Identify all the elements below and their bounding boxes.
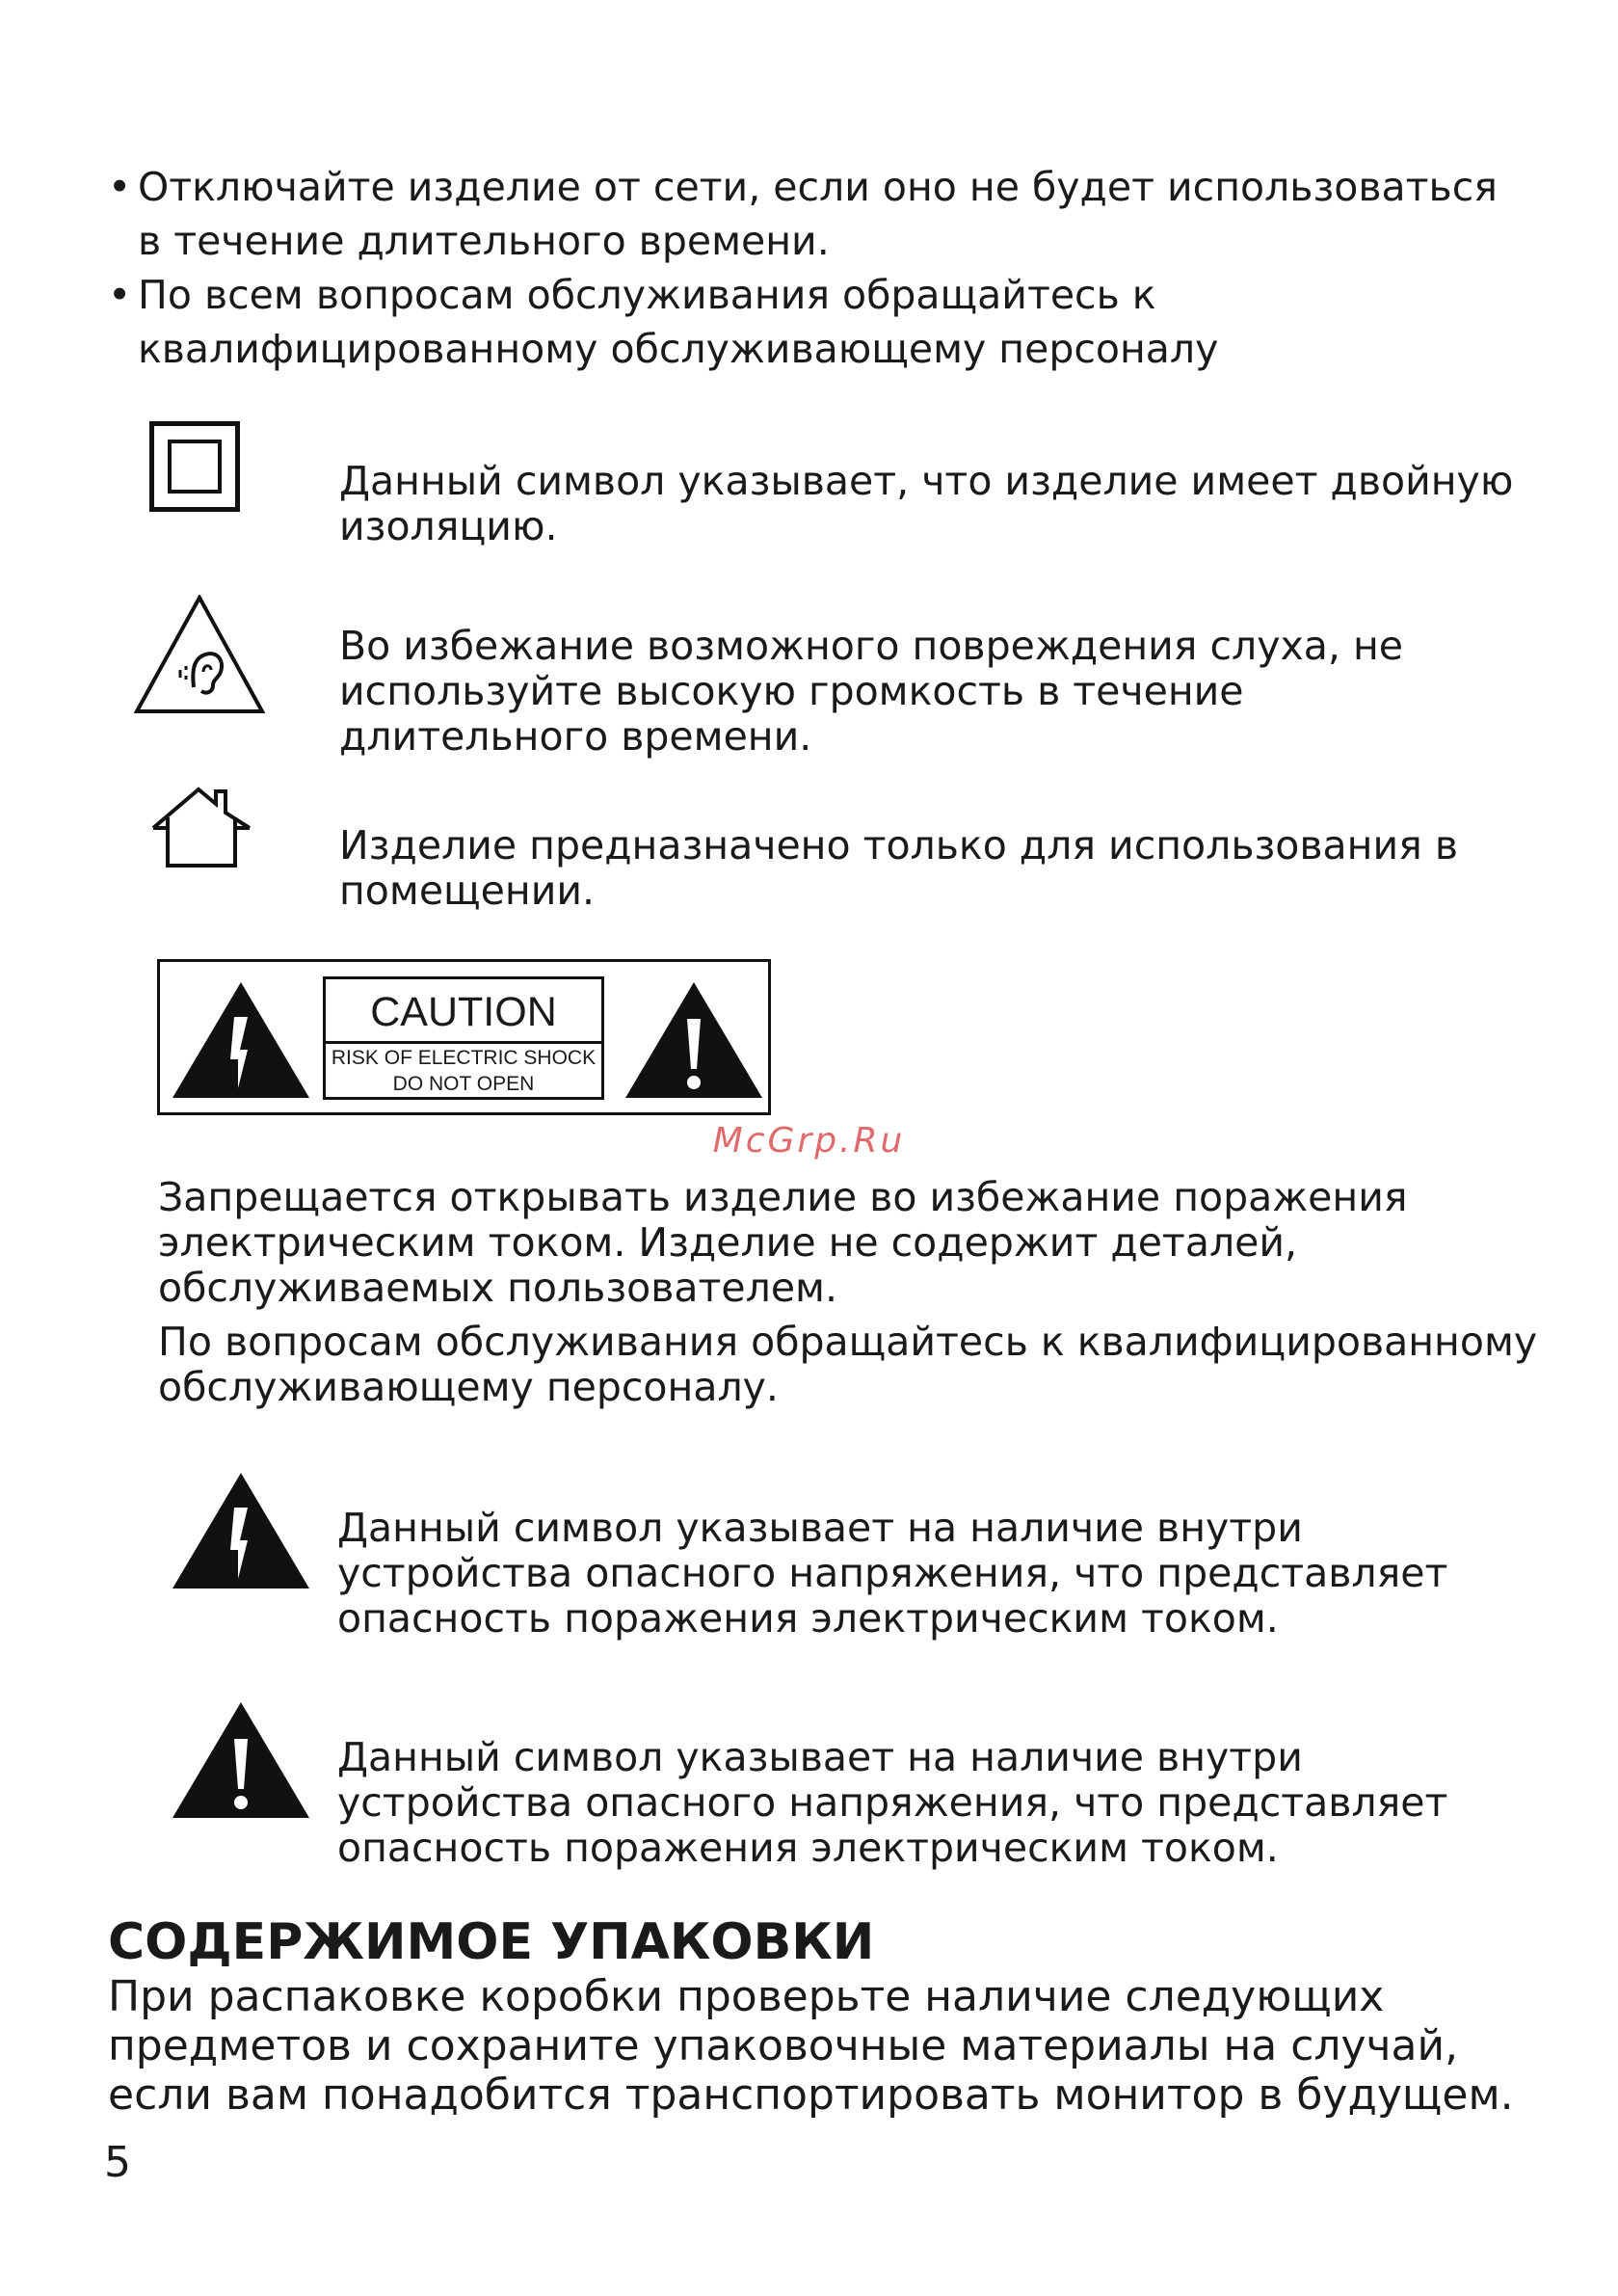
paragraph: По вопросам обслуживания обращайтесь к квалифицированному обслуживающему персоналу. xyxy=(158,1319,1538,1410)
bullet-item xyxy=(108,160,1573,268)
bullet-dot: • xyxy=(108,164,132,210)
symbol-description: Изделие предназначено только для использования в помещении. xyxy=(339,822,1458,914)
watermark: McGrp.Ru xyxy=(712,1121,906,1161)
caution-line: DO NOT OPEN xyxy=(392,1073,535,1095)
lightning-warning-icon xyxy=(171,980,311,1100)
caution-divider xyxy=(326,1041,601,1044)
caution-line: RISK OF ELECTRIC SHOCK xyxy=(331,1047,597,1069)
symbol-description: Данный символ указывает, что изделие имеет двойную изоляцию. xyxy=(339,458,1514,549)
exclamation-warning-icon xyxy=(623,980,764,1100)
indoor-use-icon xyxy=(150,786,252,868)
bullet-dot: • xyxy=(108,272,132,318)
symbol-description: Во избежание возможного повреждения слуха, не используйте высокую громкость в течение длительного времени. xyxy=(339,623,1403,760)
symbol-description: Данный символ указывает на наличие внутри устройства опасного напряжения, что представляет опасность поражения электрическим током. xyxy=(337,1505,1448,1642)
exclamation-warning-icon xyxy=(171,1700,311,1820)
symbol-description: Данный символ указывает на наличие внутри устройства опасного напряжения, что представляет опасность поражения электрическим током. xyxy=(337,1734,1448,1871)
caution-title: CAUTION xyxy=(370,989,557,1035)
bullet-item xyxy=(108,268,1573,376)
double-insulation-icon xyxy=(149,421,240,512)
section-intro: При распаковке коробки проверьте наличие следующих предметов и сохраните упаковочные материалы на случай, если вам понадобится транспортировать монитор в будущем. xyxy=(108,1972,1514,2120)
paragraph: Запрещается открывать изделие во избежание поражения электрическим током. Изделие не содержит деталей, обслуживаемых пользователем. xyxy=(158,1174,1408,1311)
bullet-text: По всем вопросам обслуживания обращайтесь к квалифицированному обслуживающему персоналу xyxy=(138,272,1219,372)
bullet-text: Отключайте изделие от сети, если оно не будет использоваться в течение длительного времени. xyxy=(138,164,1498,264)
caution-text-box xyxy=(323,976,604,1100)
lightning-warning-icon xyxy=(171,1471,311,1590)
page-number: 5 xyxy=(104,2138,131,2187)
section-heading: СОДЕРЖИМОЕ УПАКОВКИ xyxy=(108,1913,875,1971)
hearing-warning-icon xyxy=(134,595,265,714)
